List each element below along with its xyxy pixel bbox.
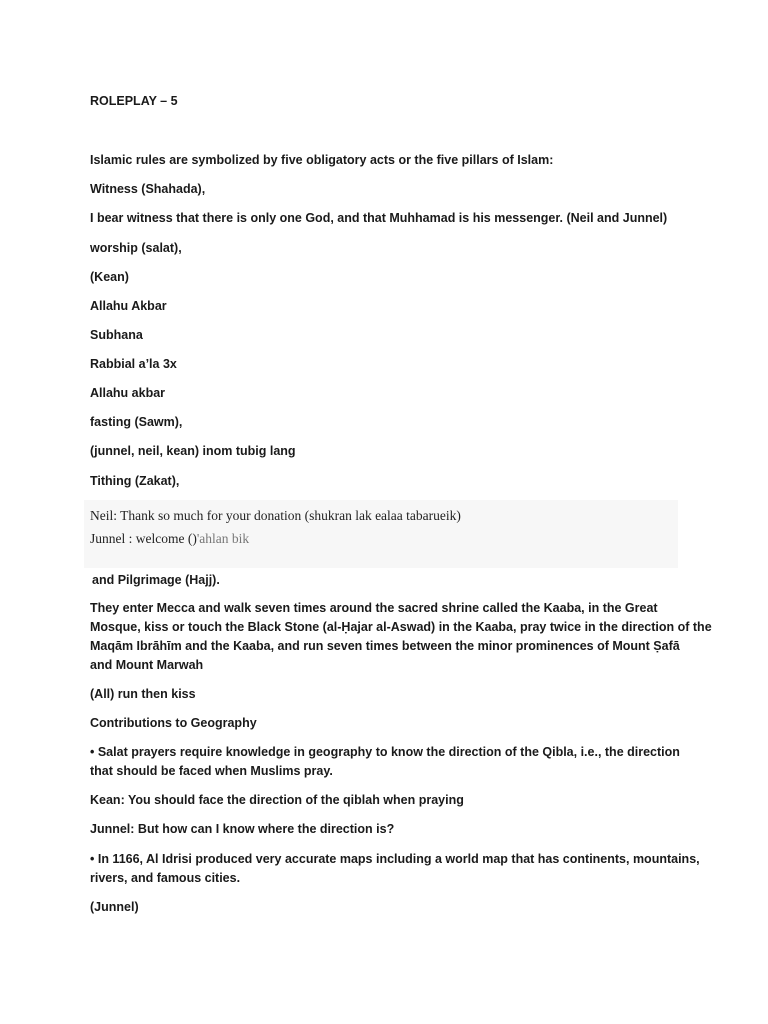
zakat-dialogue-line-2	[90, 529, 249, 549]
hajj-line-1: They enter Mecca and walk seven times around the sacred shrine called the Kaaba, in the Great	[90, 601, 658, 615]
zakat-dialogue-line-1: Neil: Thank so much for your donation (shukran lak ealaa tabarueik)	[90, 508, 461, 523]
kean-dialogue: Kean: You should face the direction of the qiblah when praying	[90, 793, 464, 807]
geography-bullet-1-line-1: • Salat prayers require knowledge in geography to know the direction of the Qibla, i.e., the direction	[90, 745, 680, 759]
shahada-text: I bear witness that there is only one God, and that Muhhamad is his messenger. (Neil and Junnel)	[90, 211, 668, 225]
document-title: ROLEPLAY – 5	[90, 94, 178, 108]
geography-actor: (Junnel)	[90, 900, 139, 914]
sawm-heading: fasting (Sawm),	[90, 415, 183, 429]
hajj-line-2: Mosque, kiss or touch the Black Stone (al-Ḥajar al-Aswad) in the Kaaba, pray twice in the direction of the	[90, 620, 712, 634]
zakat-heading: Tithing (Zakat),	[90, 474, 180, 488]
zakat-dialogue-line-2-translit: 'ahlan bik	[196, 531, 250, 546]
intro-text: Islamic rules are symbolized by five obligatory acts or the five pillars of Islam:	[90, 153, 554, 167]
salat-heading: worship (salat),	[90, 241, 182, 255]
salat-line-3: Rabbial a’la 3x	[90, 357, 177, 371]
hajj-action: (All) run then kiss	[90, 687, 196, 701]
geography-bullet-1-line-2: that should be faced when Muslims pray.	[90, 764, 333, 778]
shahada-heading: Witness (Shahada),	[90, 182, 206, 196]
hajj-line-3: Maqām Ibrāhīm and the Kaaba, and run seven times between the minor prominences of Mount Ṣafā	[90, 639, 680, 653]
sawm-text: (junnel, neil, kean) inom tubig lang	[90, 444, 296, 458]
junnel-dialogue: Junnel: But how can I know where the direction is?	[90, 822, 395, 836]
salat-line-4: Allahu akbar	[90, 386, 166, 400]
hajj-line-4: and Mount Marwah	[90, 658, 204, 672]
geography-bullet-2-line-2: rivers, and famous cities.	[90, 871, 241, 885]
geography-bullet-2-line-1: • In 1166, Al Idrisi produced very accurate maps including a world map that has continents, mountains,	[90, 852, 700, 866]
zakat-dialogue-line-2-main: Junnel : welcome ()	[90, 531, 197, 546]
geography-heading: Contributions to Geography	[90, 716, 257, 730]
salat-line-2: Subhana	[90, 328, 143, 342]
zakat-dialogue-box	[84, 500, 678, 568]
salat-line-1: Allahu Akbar	[90, 299, 167, 313]
hajj-heading: and Pilgrimage (Hajj).	[92, 573, 220, 587]
salat-actor: (Kean)	[90, 270, 129, 284]
